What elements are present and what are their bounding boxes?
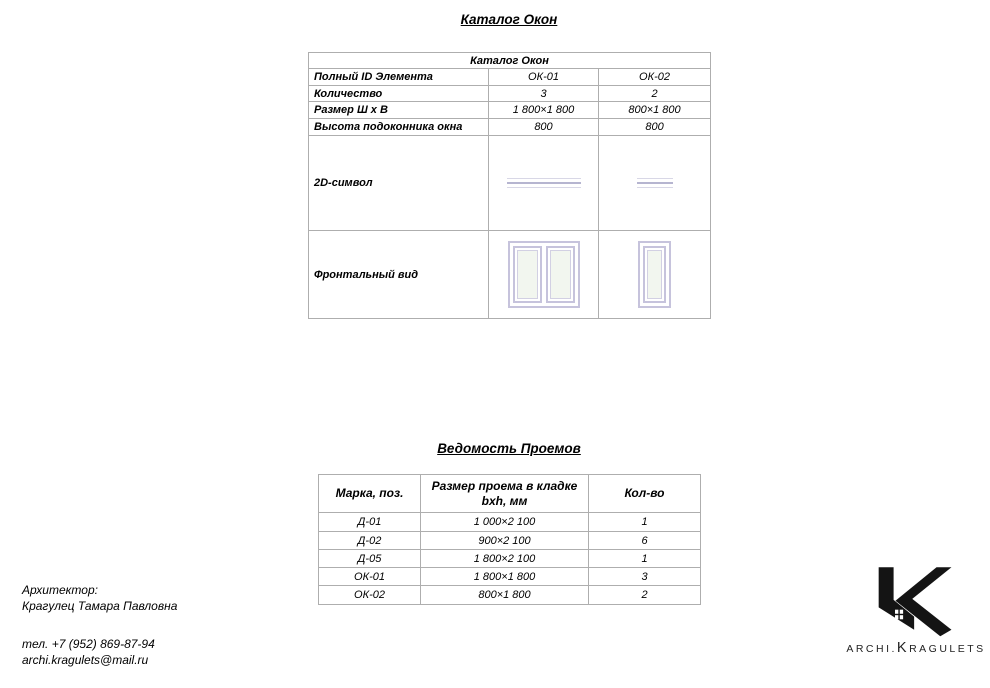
header-opening-size bbox=[421, 475, 589, 513]
table-row bbox=[309, 69, 711, 86]
size-cell: 900×2 100 bbox=[421, 532, 589, 550]
sill-height-ok01: 800 bbox=[489, 119, 599, 136]
size-cell: 1 000×2 100 bbox=[421, 513, 589, 532]
row-label-front-view: Фронтальный вид bbox=[309, 231, 489, 319]
architect-block bbox=[22, 582, 177, 668]
quantity-ok02: 2 bbox=[599, 86, 711, 102]
table-row bbox=[309, 136, 711, 231]
count-cell: 6 bbox=[589, 532, 701, 550]
header-opening-size-line1: Размер проема в кладке bbox=[431, 478, 578, 493]
header-opening-size-line2: bхh, мм bbox=[481, 493, 528, 508]
table-row bbox=[319, 532, 701, 550]
size-cell: 1 800×2 100 bbox=[421, 550, 589, 568]
header-mark: Марка, поз. bbox=[319, 475, 421, 513]
architect-role-label: Архитектор: bbox=[22, 583, 98, 597]
architect-email: archi.kragulets@mail.ru bbox=[22, 653, 149, 667]
window-catalog-title: Каталог Окон bbox=[460, 12, 558, 27]
row-label-sill-height: Высота подоконника окна bbox=[309, 119, 489, 136]
2d-symbol-ok01-cell bbox=[489, 136, 599, 231]
company-logo bbox=[841, 556, 990, 656]
wordmark-prefix: ARCHI. bbox=[846, 643, 897, 655]
front-view-ok02-cell bbox=[599, 231, 711, 319]
window-pane bbox=[643, 246, 666, 303]
openings-schedule-title: Ведомость Проемов bbox=[437, 441, 581, 456]
row-label-2d-symbol: 2D-символ bbox=[309, 136, 489, 231]
wordmark-rest: RAGULETS bbox=[909, 643, 986, 655]
window-catalog-table bbox=[308, 52, 711, 319]
logo-k-house-icon bbox=[868, 556, 964, 640]
mark-cell: ОК-01 bbox=[319, 568, 421, 586]
window-front-view-double bbox=[508, 241, 580, 308]
size-ok01: 1 800×1 800 bbox=[489, 102, 599, 119]
size-ok02: 800×1 800 bbox=[599, 102, 711, 119]
window-pane bbox=[513, 246, 542, 303]
table-row bbox=[319, 586, 701, 605]
openings-schedule-table bbox=[318, 474, 701, 605]
table-row bbox=[319, 550, 701, 568]
window-pane bbox=[546, 246, 575, 303]
window-plan-symbol-icon bbox=[637, 178, 673, 188]
row-label-quantity: Количество bbox=[309, 86, 489, 102]
row-label-element-id: Полный ID Элемента bbox=[309, 69, 489, 86]
mark-cell: Д-02 bbox=[319, 532, 421, 550]
table-row bbox=[309, 86, 711, 102]
window-front-view-single bbox=[638, 241, 671, 308]
2d-symbol-ok02-cell bbox=[599, 136, 711, 231]
mark-cell: Д-05 bbox=[319, 550, 421, 568]
mark-cell: Д-01 bbox=[319, 513, 421, 532]
row-label-size: Размер Ш х В bbox=[309, 102, 489, 119]
element-id-ok01: ОК-01 bbox=[489, 69, 599, 86]
count-cell: 1 bbox=[589, 513, 701, 532]
sill-height-ok02: 800 bbox=[599, 119, 711, 136]
front-view-ok01-cell bbox=[489, 231, 599, 319]
table-row bbox=[309, 231, 711, 319]
table-header-row bbox=[319, 475, 701, 513]
window-catalog-caption: Каталог Окон bbox=[309, 53, 711, 69]
quantity-ok01: 3 bbox=[489, 86, 599, 102]
size-cell: 800×1 800 bbox=[421, 586, 589, 605]
logo-wordmark bbox=[841, 640, 990, 656]
mark-cell: ОК-02 bbox=[319, 586, 421, 605]
count-cell: 2 bbox=[589, 586, 701, 605]
count-cell: 1 bbox=[589, 550, 701, 568]
table-row bbox=[319, 568, 701, 586]
count-cell: 3 bbox=[589, 568, 701, 586]
table-row bbox=[319, 513, 701, 532]
element-id-ok02: ОК-02 bbox=[599, 69, 711, 86]
window-plan-symbol-icon bbox=[507, 178, 581, 188]
wordmark-initial: K bbox=[896, 640, 910, 656]
architect-phone: тел. +7 (952) 869-87-94 bbox=[22, 637, 155, 651]
architect-name: Крагулец Тамара Павловна bbox=[22, 599, 178, 613]
table-row bbox=[309, 119, 711, 136]
header-count: Кол-во bbox=[589, 475, 701, 513]
size-cell: 1 800×1 800 bbox=[421, 568, 589, 586]
table-row bbox=[309, 102, 711, 119]
